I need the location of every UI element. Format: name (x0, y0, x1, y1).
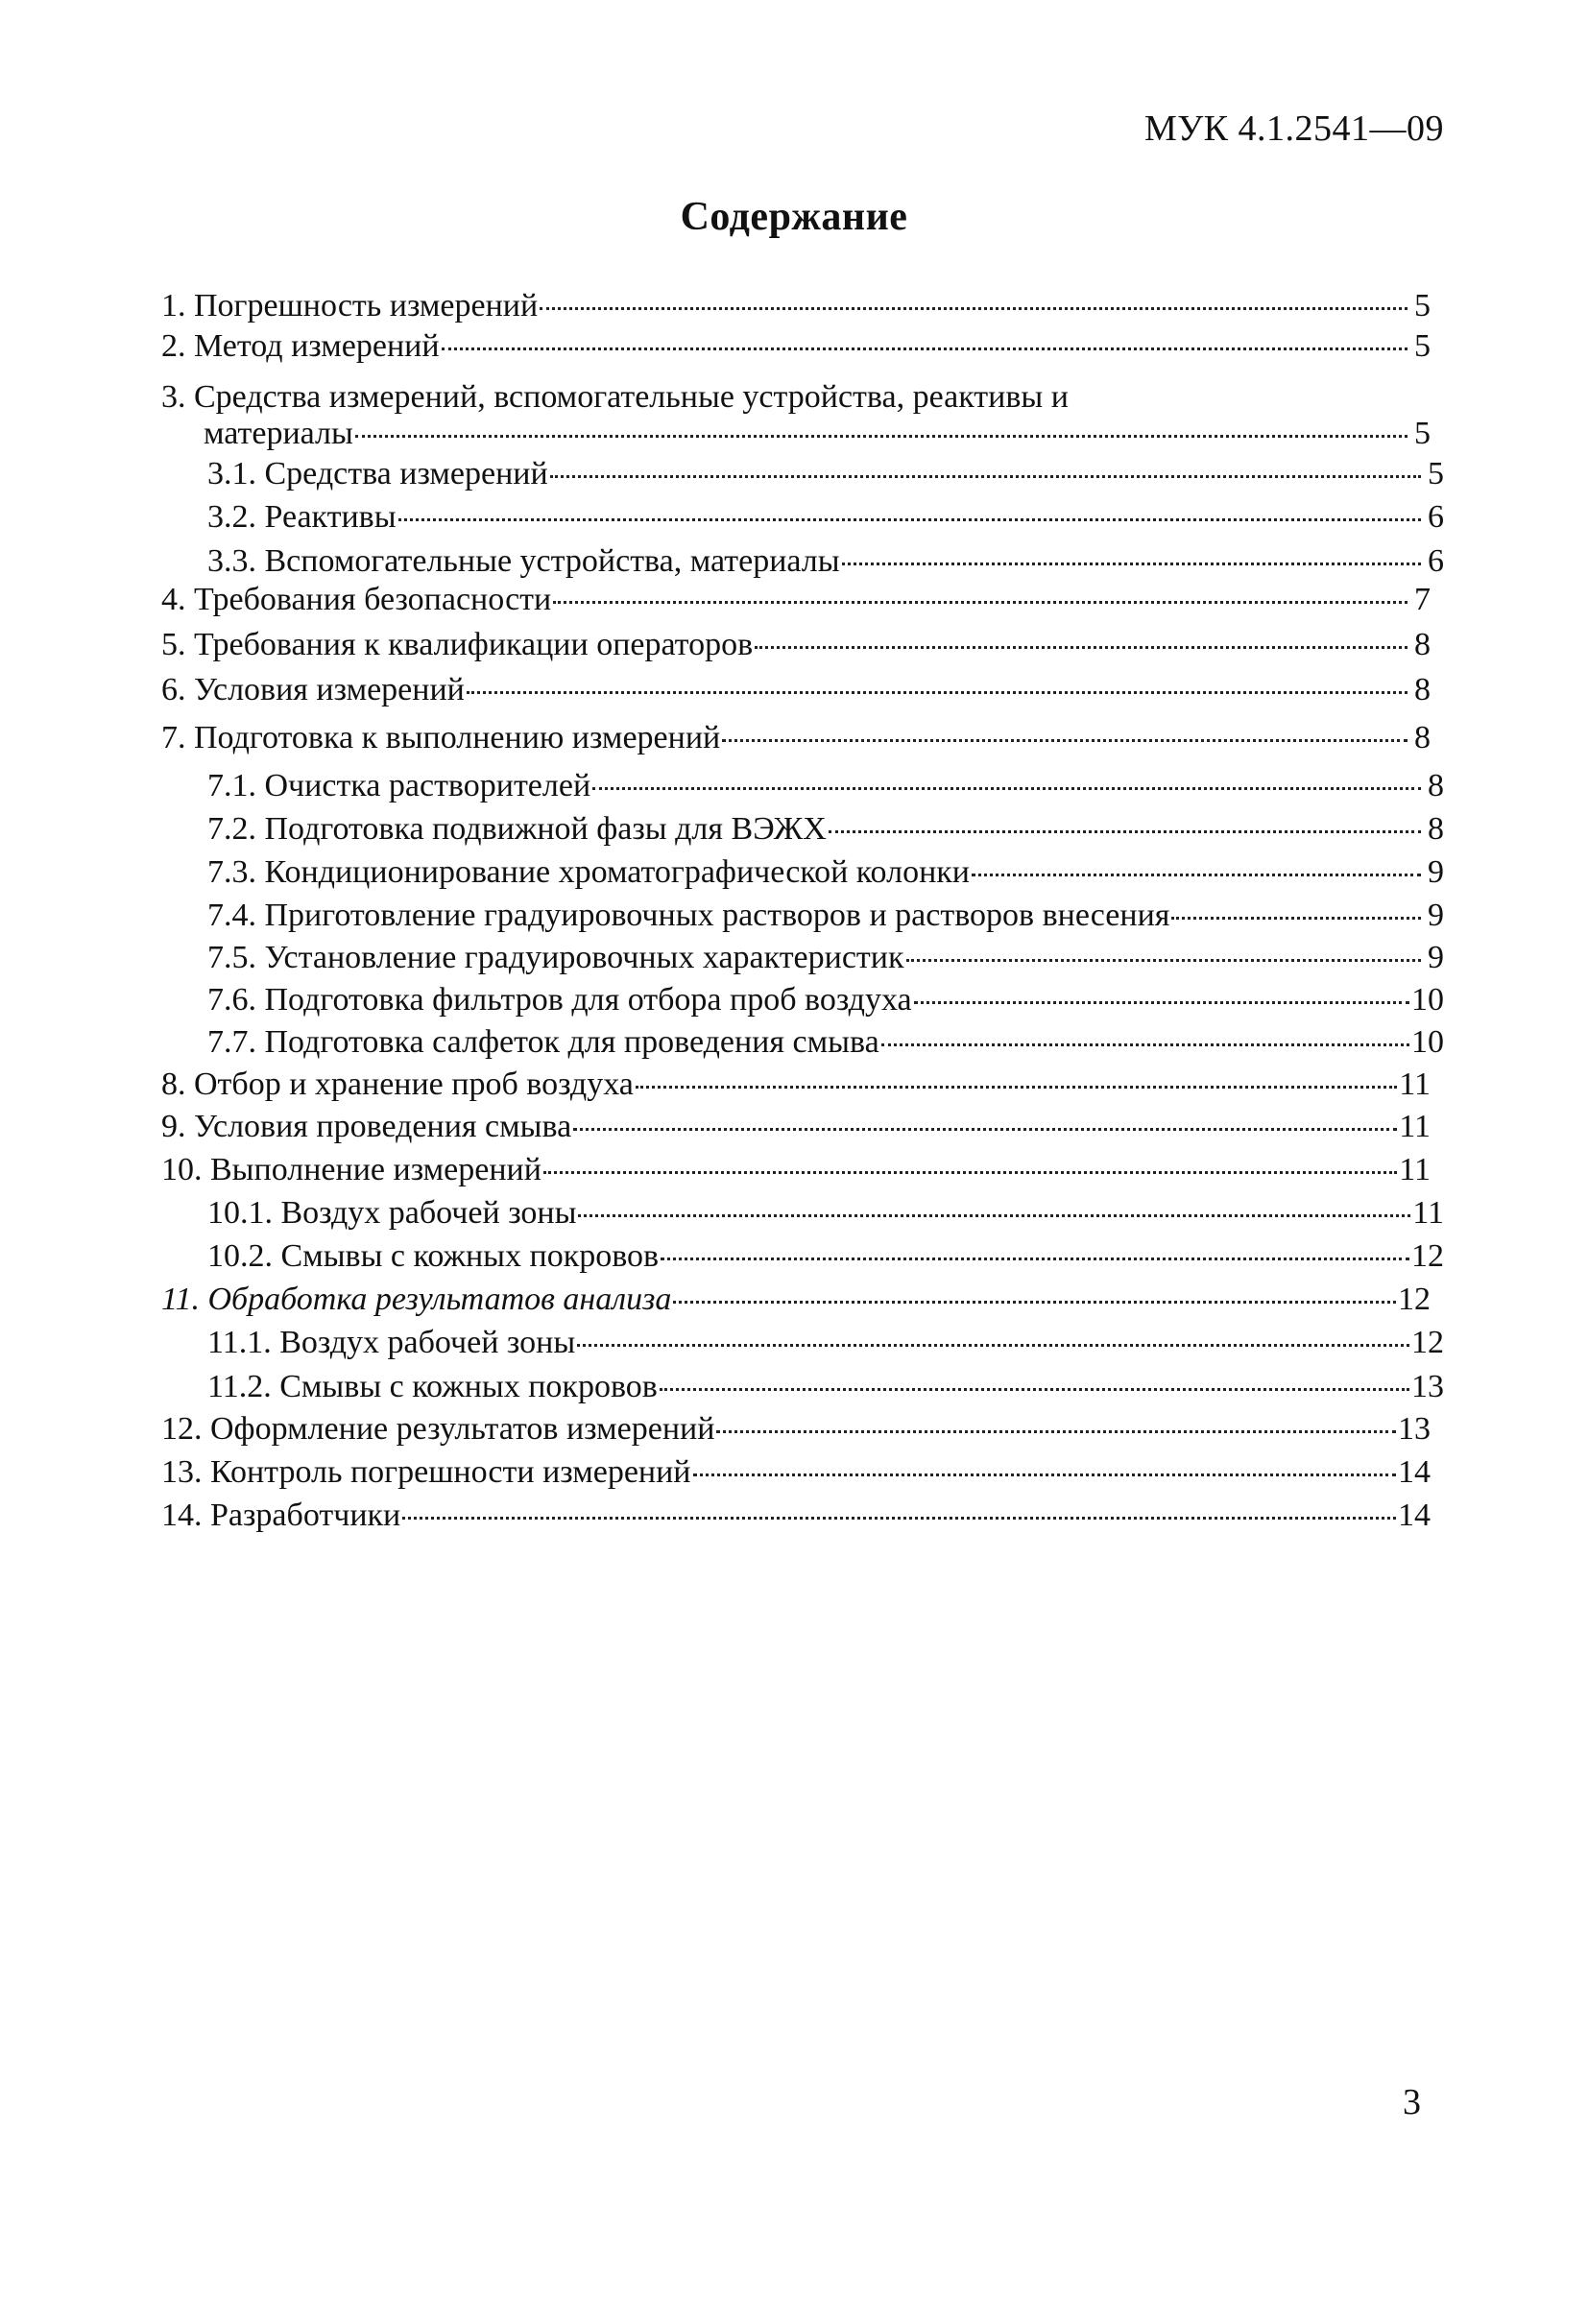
toc-entry-text: 7.5. Установление градуировочных характеристик (207, 940, 904, 975)
toc-page-number: 12 (1411, 1238, 1444, 1274)
dot-leader (355, 434, 1408, 438)
dot-leader (550, 474, 1421, 478)
toc-page-number: 6 (1428, 499, 1444, 535)
toc-entry-text: 9. Условия проведения смыва (161, 1109, 572, 1144)
toc-entry (207, 543, 1444, 580)
dot-leader (906, 958, 1421, 962)
toc-entry-text: 10.2. Смывы с кожных покровов (207, 1238, 660, 1274)
toc-entry-text: 3.2. Реактивы (207, 499, 397, 535)
toc-page-number: 13 (1411, 1369, 1444, 1404)
toc-entry-text: 14. Разработчики (161, 1497, 401, 1533)
toc-page-number: 7 (1414, 582, 1431, 617)
toc-entry-text: 11. Обработка результатов анализа (161, 1282, 672, 1317)
toc-page-number: 5 (1428, 456, 1444, 491)
toc-page-number: 14 (1398, 1454, 1431, 1490)
toc-entry (207, 499, 1444, 536)
dot-leader (881, 1042, 1409, 1046)
dot-leader (716, 1429, 1396, 1433)
toc-entry (161, 328, 1431, 365)
toc-page-number: 11 (1399, 1109, 1431, 1144)
toc-page-number: 8 (1414, 720, 1431, 755)
toc-entry-text: 3.1. Средства измерений (207, 456, 548, 491)
toc-page-number: 9 (1428, 898, 1444, 933)
toc-entry (161, 1282, 1431, 1318)
toc-page-number: 5 (1414, 288, 1431, 323)
toc-entry (161, 1152, 1431, 1188)
toc-page-number: 10 (1411, 982, 1444, 1018)
toc-page-number: 12 (1398, 1282, 1431, 1317)
toc-entry (207, 940, 1444, 976)
toc-entry (161, 1411, 1431, 1448)
dot-leader (543, 1170, 1397, 1174)
dot-leader (467, 690, 1408, 694)
toc-entry-text: 7. Подготовка к выполнению измерений (161, 720, 721, 755)
dot-leader (577, 1343, 1409, 1347)
toc-entry (207, 1195, 1444, 1232)
page-number: 3 (1403, 2082, 1421, 2122)
toc-page-number: 5 (1414, 416, 1431, 451)
toc-entry (161, 720, 1431, 756)
toc-entry-text: 10.1. Воздух рабочей зоны (207, 1195, 577, 1231)
toc-page-number: 12 (1411, 1325, 1444, 1360)
toc-entry (161, 1497, 1431, 1534)
toc-entry-continuation: материалы (204, 416, 353, 451)
toc-entry-text: 5. Требования к квалификации операторов (161, 627, 754, 662)
toc-entry (161, 1109, 1431, 1145)
dot-leader (573, 1127, 1397, 1131)
toc-entry (207, 811, 1444, 848)
toc-entry (207, 456, 1444, 492)
dot-leader (592, 786, 1421, 790)
dot-leader (972, 873, 1421, 876)
toc-page-number: 11 (1399, 1066, 1431, 1102)
toc-entry (161, 627, 1431, 663)
toc-entry (207, 982, 1444, 1018)
toc-page-number: 13 (1398, 1411, 1431, 1447)
toc-page-number: 8 (1428, 811, 1444, 847)
toc-entry-text: 7.4. Приготовление градуировочных растворов и растворов внесения (207, 898, 1170, 933)
toc-page-number: 8 (1414, 627, 1431, 662)
page-title: Содержание (680, 195, 908, 239)
dot-leader (402, 1516, 1396, 1520)
toc-page-number: 6 (1428, 543, 1444, 579)
toc-entry-text: 7.6. Подготовка фильтров для отбора проб воздуха (207, 982, 912, 1018)
toc-entry-text: 4. Требования безопасности (161, 582, 552, 617)
toc-entry-text: 7.7. Подготовка салфеток для проведения смыва (207, 1024, 879, 1060)
toc-entry (207, 1238, 1444, 1275)
dot-leader (673, 1300, 1396, 1304)
toc-entry-text: 3. Средства измерений, вспомогательные устройства, реактивы и (161, 379, 1069, 415)
toc-page-number: 9 (1428, 854, 1444, 890)
toc-entry (207, 1369, 1444, 1405)
toc-entry-text: 2. Метод измерений (161, 328, 440, 364)
toc-entry-text: 10. Выполнение измерений (161, 1152, 541, 1187)
toc-entry (207, 898, 1444, 934)
toc-entry-text: 7.2. Подготовка подвижной фазы для ВЭЖХ (207, 811, 827, 847)
toc-entry (161, 582, 1431, 618)
dot-leader (755, 645, 1408, 649)
toc-page-number: 11 (1412, 1195, 1444, 1231)
dot-leader (442, 347, 1408, 350)
toc-page-number: 8 (1428, 768, 1444, 803)
toc-entry-text: 12. Оформление результатов измерений (161, 1411, 715, 1447)
toc-entry-text: 8. Отбор и хранение проб воздуха (161, 1066, 634, 1102)
toc-entry-line (161, 416, 1431, 452)
dot-leader (553, 600, 1408, 604)
toc-entry (207, 854, 1444, 891)
dot-leader (660, 1387, 1409, 1391)
dot-leader (842, 562, 1421, 565)
toc-page-number: 11 (1399, 1152, 1431, 1187)
toc-entry (207, 768, 1444, 804)
dot-leader (540, 306, 1408, 310)
dot-leader (1171, 916, 1421, 920)
document-code: МУК 4.1.2541—09 (1143, 108, 1444, 149)
toc-entry (161, 379, 1431, 452)
toc-entry (161, 1066, 1431, 1103)
toc-page-number: 14 (1398, 1497, 1431, 1533)
dot-leader (636, 1085, 1397, 1089)
dot-leader (722, 738, 1408, 742)
toc-entry-text: 6. Условия измерений (161, 672, 465, 707)
toc-entry (161, 288, 1431, 324)
dot-leader (914, 1000, 1409, 1004)
toc-entry-text: 7.3. Кондиционирование хроматографической колонки (207, 854, 970, 890)
toc-entry-text: 13. Контроль погрешности измерений (161, 1454, 691, 1490)
toc-page-number: 5 (1414, 328, 1431, 364)
toc-entry-text: 3.3. Вспомогательные устройства, материалы (207, 543, 840, 579)
toc-entry-text: 1. Погрешность измерений (161, 288, 539, 323)
dot-leader (398, 517, 1421, 521)
toc-entry (207, 1325, 1444, 1361)
toc-page-number: 10 (1411, 1024, 1444, 1060)
toc-page-number: 9 (1428, 940, 1444, 975)
toc-entry-text: 7.1. Очистка растворителей (207, 768, 591, 803)
dot-leader (661, 1257, 1409, 1260)
toc-entry (161, 672, 1431, 708)
toc-entry-text: 11.1. Воздух рабочей зоны (207, 1325, 576, 1360)
toc-entry (161, 1454, 1431, 1491)
dot-leader (829, 829, 1421, 833)
dot-leader (693, 1473, 1396, 1476)
toc-entry-text: 11.2. Смывы с кожных покровов (207, 1369, 658, 1404)
toc-page-number: 8 (1414, 672, 1431, 707)
toc-entry (207, 1024, 1444, 1061)
dot-leader (578, 1213, 1410, 1217)
